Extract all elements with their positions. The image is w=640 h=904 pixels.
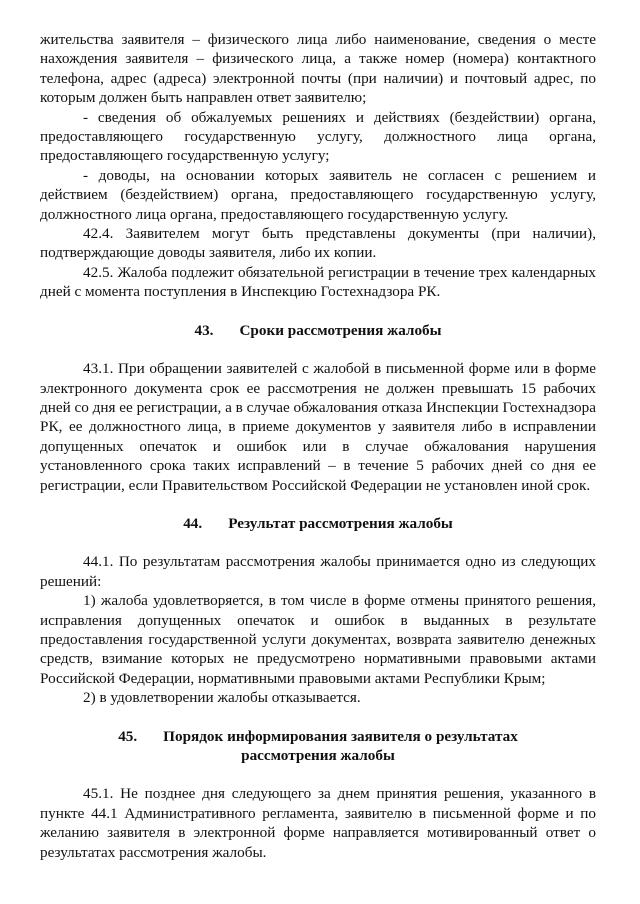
paragraph-44-1-item-1: 1) жалоба удовлетворяется, в том числе в форме отмены принятого решения, исправления допущенных опечаток и ошибок в выданных в результате предоставления государственной услуги документах, возврата заявителю денежных средств, взимание которых не предусмотрено нормативными правовыми актами Российской Федерации, нормативными правовыми актами Республики Крым;	[40, 592, 596, 687]
document-page	[40, 30, 596, 862]
section-45-title-line1: Порядок информирования заявителя о результатах	[163, 727, 518, 745]
section-44-heading	[40, 514, 596, 533]
paragraph-42-5: 42.5. Жалоба подлежит обязательной регистрации в течение трех календарных дней с момента поступления в Инспекцию Гостехнадзора РК.	[40, 263, 596, 301]
section-43-title: Сроки рассмотрения жалобы	[239, 321, 442, 339]
paragraph-appealed-decisions: - сведения об обжалуемых решениях и действиях (бездействии) органа, предоставляющего государственную услугу, должностного лица органа, предоставляющего государственную услугу;	[40, 108, 596, 165]
paragraph-arguments: - доводы, на основании которых заявитель не согласен с решением и действием (бездействием) органа, предоставляющего государственную услугу, должностного лица органа, предоставляющего государственную услугу.	[40, 166, 596, 223]
paragraph-applicant-residence: жительства заявителя – физического лица либо наименование, сведения о месте нахождения заявителя – физического лица, а также номер (номера) контактного телефона, адрес (адреса) электронной почты (при наличии) и почтовый адрес, по которым должен быть направлен ответ заявителю;	[40, 31, 596, 107]
paragraph-44-1: 44.1. По результатам рассмотрения жалобы принимается одно из следующих решений:	[40, 553, 596, 590]
paragraph-44-1-item-2: 2) в удовлетворении жалобы отказывается.	[83, 689, 361, 707]
paragraph-42-4: 42.4. Заявителем могут быть представлены документы (при наличии), подтверждающие доводы заявителя, либо их копии.	[40, 225, 596, 262]
section-45-number: 45.	[118, 727, 138, 745]
section-43-heading	[40, 321, 596, 340]
section-43-number: 43.	[194, 321, 214, 339]
paragraph-43-1: 43.1. При обращении заявителей с жалобой в письменной форме или в форме электронного документа срок ее рассмотрения не должен превышать 15 рабочих дней со дня ее регистрации, а в случае обжалования отказа Инспекции Гостехнадзора РК, ее должностного лица, в приеме документов у заявителя либо в исправлении допущенных опечаток и ошибок или в случае обжалования нарушения установленного срока таких исправлений – в течение 5 рабочих дней со дня ее регистрации, если Правительством Российской Федерации не установлен иной срок.	[40, 360, 596, 494]
section-45-heading	[40, 727, 596, 766]
section-44-number: 44.	[183, 514, 203, 532]
section-44-title: Результат рассмотрения жалобы	[228, 514, 453, 532]
paragraph-45-1: 45.1. Не позднее дня следующего за днем принятия решения, указанного в пункте 44.1 Административного регламента, заявителю в письменной форме и по желанию заявителя в электронной форме направляется мотивированный ответ о результатах рассмотрения жалобы.	[40, 785, 596, 861]
section-45-title-line2: рассмотрения жалобы	[241, 747, 395, 764]
